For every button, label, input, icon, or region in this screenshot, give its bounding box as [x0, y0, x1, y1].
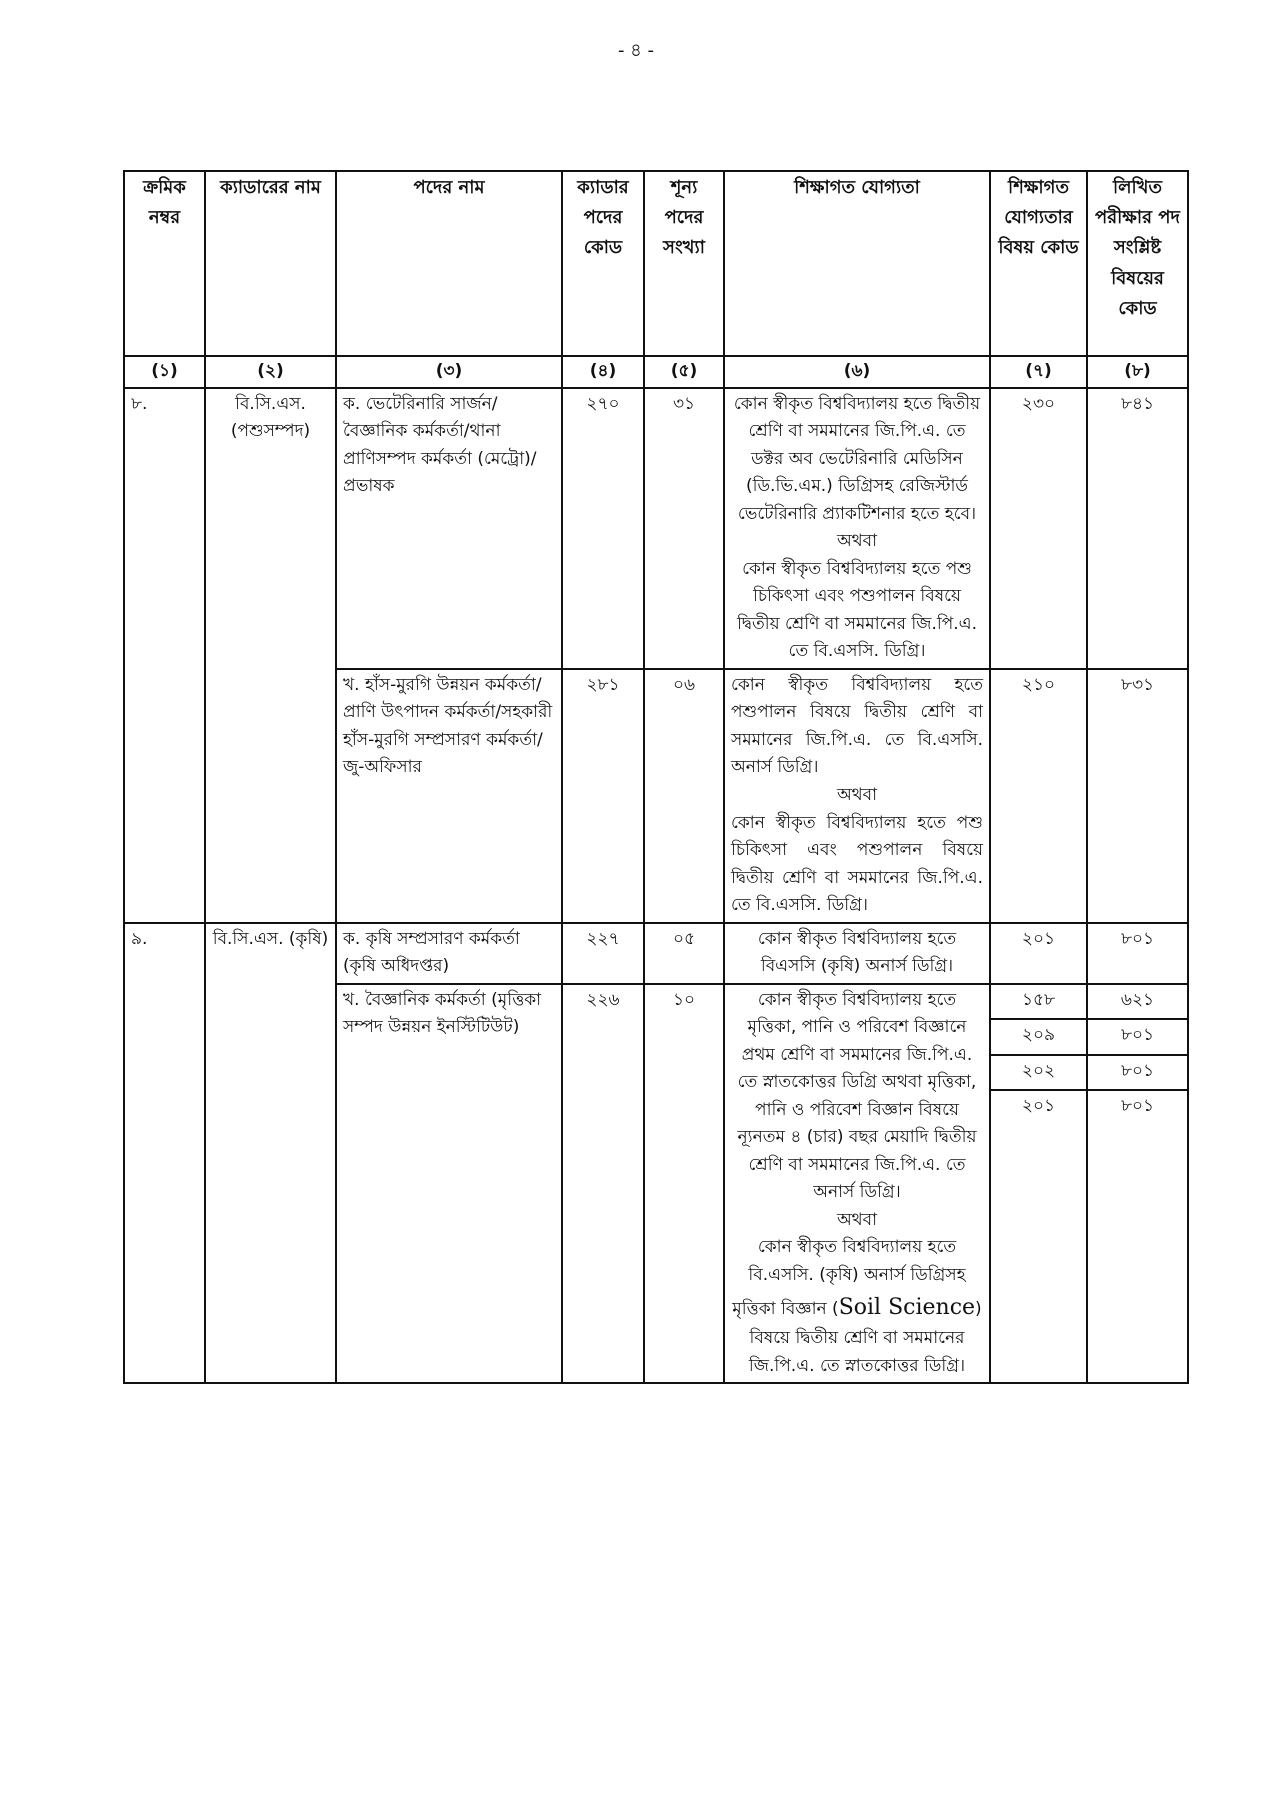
qualification-text: কোন স্বীকৃত বিশ্ববিদ্যালয় হতে বিএসসি (কৃষি) অনার্স ডিগ্রি।	[757, 928, 957, 977]
vacancy-cell: ৩১	[644, 388, 724, 669]
qualification-code-cell: ২০১	[990, 923, 1087, 984]
vacancy-cell: ০৬	[644, 669, 724, 923]
written-code-list	[1088, 985, 1187, 1125]
column-number: (৩)	[336, 356, 562, 388]
header-post-name: পদের নাম	[336, 171, 562, 356]
written-code: ৮০১	[1088, 1019, 1187, 1055]
qualification-text: কোন স্বীকৃত বিশ্ববিদ্যালয় হতে মৃত্তিকা, পানি ও পরিবেশ বিজ্ঞানে প্রথম শ্রেণি বা সমমানের জি.পি.এ. তে স্নাতকোত্তর ডিগ্রি অথবা মৃত্তিকা, পানি ও পরিবেশ বিজ্ঞান বিষয়ে ন্যূনতম ৪ (চার) বছর মেয়াদি দ্বিতীয় শ্রেণি বা সমমানের জি.পি.এ. তে অনার্স ডিগ্রি।	[737, 989, 977, 1203]
header-row	[124, 171, 1188, 356]
vacancy-cell: ১০	[644, 984, 724, 1384]
qualification-code: ২০২	[991, 1055, 1086, 1091]
header-cadre-name: ক্যাডারের নাম	[205, 171, 336, 356]
table-row	[124, 388, 1188, 669]
column-number: (৮)	[1087, 356, 1188, 388]
written-code: ৮০১	[1088, 1090, 1187, 1125]
column-number: (১)	[124, 356, 205, 388]
qualification-text: কোন স্বীকৃত বিশ্ববিদ্যালয় হতে পশু চিকিৎসা এবং পশুপালন বিষয়ে দ্বিতীয় শ্রেণি বা সমমানের জি.পি.এ. তে বি.এসসি. ডিগ্রি।	[737, 558, 977, 662]
post-name-cell: খ. বৈজ্ঞানিক কর্মকর্তা (মৃত্তিকা সম্পদ উন্নয়ন ইনস্টিটিউট)	[336, 984, 562, 1384]
post-name-cell: খ. হাঁস-মুরগি উন্নয়ন কর্মকর্তা/প্রাণি উৎপাদন কর্মকর্তা/সহকারী হাঁস-মুরগি সম্প্রসারণ কর্মকর্তা/ জু-অফিসার	[336, 669, 562, 923]
qualification-code-cell: ২৩০	[990, 388, 1087, 669]
soil-science-term: Soil Science	[838, 1294, 976, 1320]
table-row	[124, 923, 1188, 984]
qualification-or: অথবা	[836, 784, 878, 805]
column-number: (৫)	[644, 356, 724, 388]
header-cadre-post-code: ক্যাডার পদের কোড	[562, 171, 644, 356]
header-qualification-subject-code: শিক্ষাগত যোগ্যতার বিষয় কোড	[990, 171, 1087, 356]
qualification-code: ২০৯	[991, 1019, 1086, 1055]
qualification-cell	[724, 669, 990, 923]
qualification-text-part: ) বিষয়ে দ্বিতীয় শ্রেণি বা সমমানের জি.পি.এ. তে স্নাতকোত্তর ডিগ্রি।	[748, 1298, 982, 1376]
written-code-cell: ৮৪১	[1087, 388, 1188, 669]
qualification-text-part: কোন স্বীকৃত বিশ্ববিদ্যালয় হতে বি.এসসি. (কৃষি) অনার্স ডিগ্রিসহ মৃত্তিকা বিজ্ঞান (	[732, 1237, 966, 1319]
written-code-cell: ৮৩১	[1087, 669, 1188, 923]
column-number: (৬)	[724, 356, 990, 388]
header-vacancy: শূন্য পদের সংখ্যা	[644, 171, 724, 356]
header-written-exam-subject-code: লিখিত পরীক্ষার পদ সংশ্লিষ্ট বিষয়ের কোড	[1087, 171, 1188, 356]
vacancy-cell: ০৫	[644, 923, 724, 984]
cadre-post-table	[123, 170, 1189, 1384]
qualification-or: অথবা	[836, 531, 878, 552]
cadre-code-cell: ২৮১	[562, 669, 644, 923]
cadre-name-cell: বি.সি.এস. (পশুসম্পদ)	[205, 388, 336, 923]
cadre-code-cell: ২৭০	[562, 388, 644, 669]
serial-cell: ৯.	[124, 923, 205, 1384]
qualification-code: ২০১	[991, 1090, 1086, 1125]
cadre-code-cell: ২২৬	[562, 984, 644, 1384]
column-number-row	[124, 356, 1188, 388]
qualification-code-list	[991, 985, 1086, 1125]
qualification-code: ১৫৮	[1021, 989, 1056, 1010]
qualification-text: কোন স্বীকৃত বিশ্ববিদ্যালয় হতে পশু চিকিৎসা এবং পশুপালন বিষয়ে দ্বিতীয় শ্রেণি বা সমমানের জি.পি.এ. তে বি.এসসি. ডিগ্রি।	[731, 812, 983, 916]
post-name-cell: ক. কৃষি সম্প্রসারণ কর্মকর্তা (কৃষি অধিদপ্তর)	[336, 923, 562, 984]
column-number: (৭)	[990, 356, 1087, 388]
post-name-cell: ক. ভেটেরিনারি সার্জন/ বৈজ্ঞানিক কর্মকর্তা/থানা প্রাণিসম্পদ কর্মকর্তা (মেট্রো)/প্রভাষক	[336, 388, 562, 669]
qualification-text	[731, 1234, 983, 1380]
qualification-code-cell	[990, 984, 1087, 1384]
page-number: - ৪ -	[617, 40, 655, 61]
serial-cell: ৮.	[124, 388, 205, 923]
qualification-or: অথবা	[836, 1209, 878, 1230]
written-code-cell	[1087, 984, 1188, 1384]
cadre-code-cell: ২২৭	[562, 923, 644, 984]
column-number: (৪)	[562, 356, 644, 388]
header-serial: ক্রমিক নম্বর	[124, 171, 205, 356]
written-code: ৬২১	[1120, 989, 1155, 1010]
written-code-cell: ৮০১	[1087, 923, 1188, 984]
written-code: ৮০১	[1088, 1055, 1187, 1091]
column-number: (২)	[205, 356, 336, 388]
header-qualification: শিক্ষাগত যোগ্যতা	[724, 171, 990, 356]
qualification-code-cell: ২১০	[990, 669, 1087, 923]
qualification-cell	[724, 388, 990, 669]
qualification-text: কোন স্বীকৃত বিশ্ববিদ্যালয় হতে পশুপালন বিষয়ে দ্বিতীয় শ্রেণি বা সমমানের জি.পি.এ. তে বি.এসসি. অনার্স ডিগ্রি।	[731, 674, 983, 778]
cadre-name-cell: বি.সি.এস. (কৃষি)	[205, 923, 336, 1384]
qualification-cell	[724, 984, 990, 1384]
qualification-text: কোন স্বীকৃত বিশ্ববিদ্যালয় হতে দ্বিতীয় শ্রেণি বা সমমানের জি.পি.এ. তে ডক্টর অব ভেটেরিনারি মেডিসিন (ডি.ভি.এম.) ডিগ্রিসহ রেজিস্টার্ড ভেটেরিনারি প্র্যাকটিশনার হতে হবে।	[733, 393, 981, 524]
qualification-cell	[724, 923, 990, 984]
